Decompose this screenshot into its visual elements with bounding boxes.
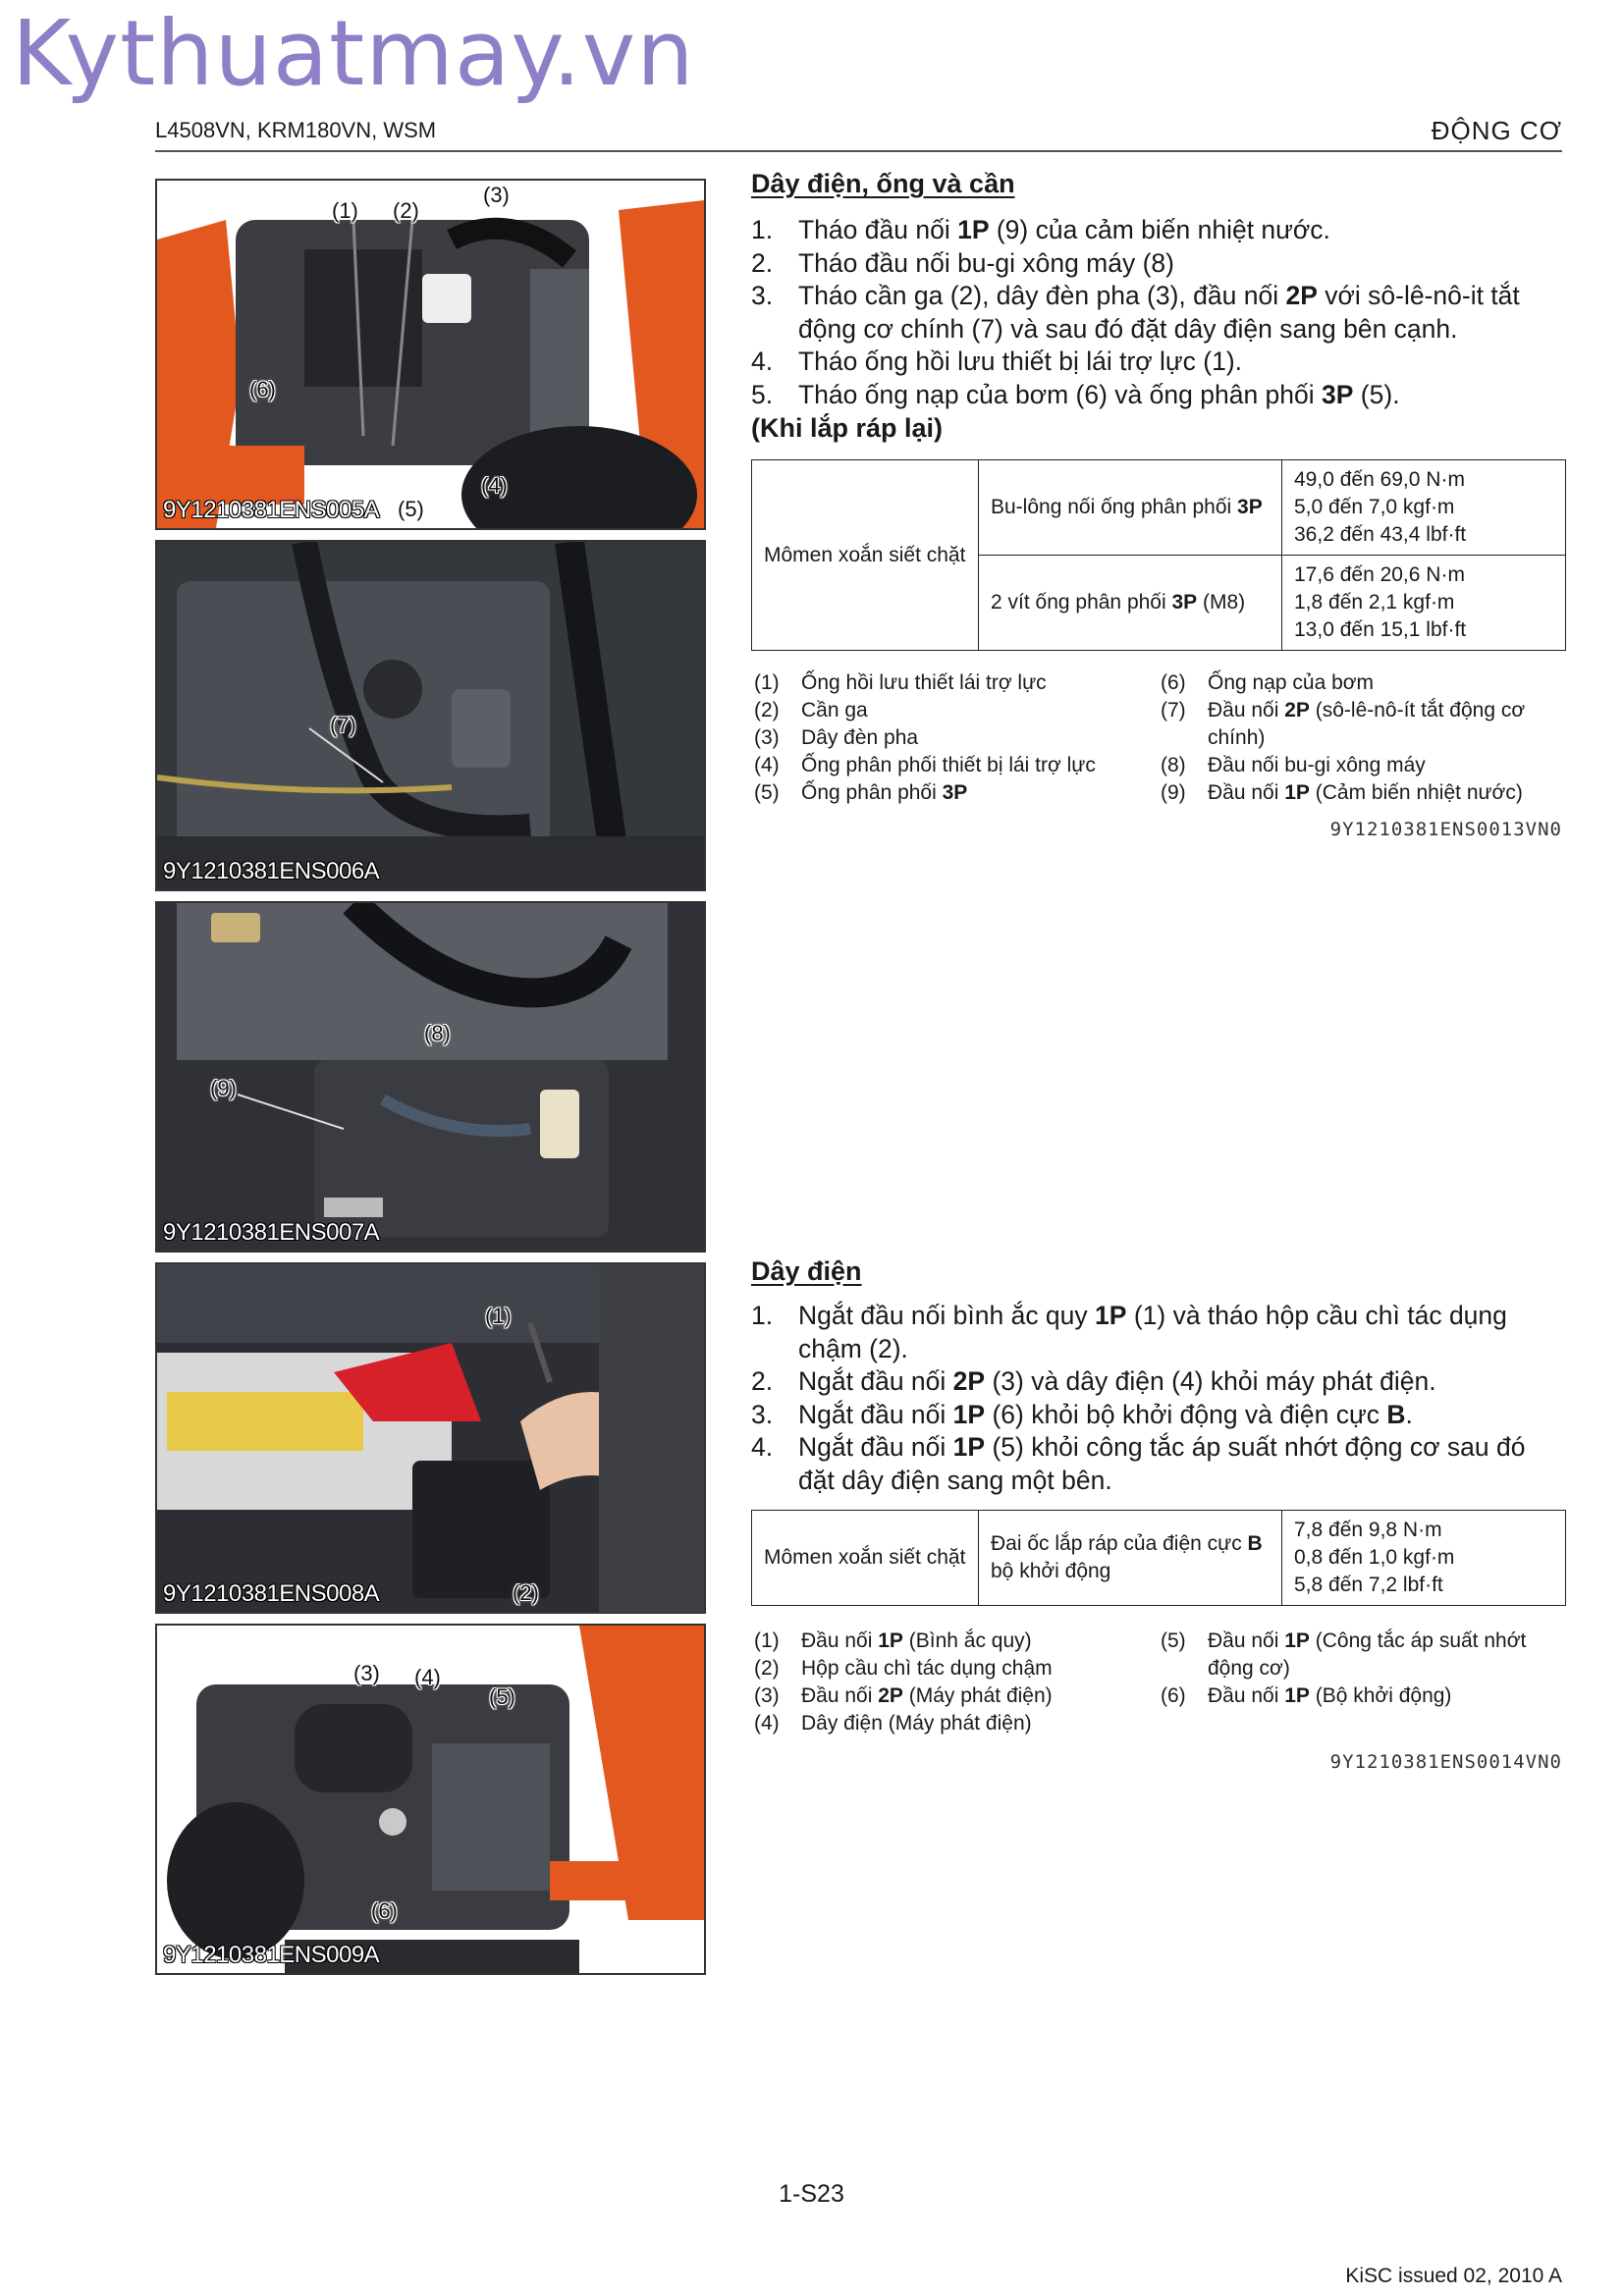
- legend-text: Hộp cầu chì tác dụng chậm: [801, 1657, 1053, 1680]
- section2-torque-table: [751, 1510, 1566, 1606]
- step-number: 1.: [751, 1301, 774, 1330]
- step-item: [751, 280, 1566, 346]
- photo5-label-4: (4): [414, 1665, 441, 1689]
- photo5-code: 9Y1210381ENS009A: [163, 1942, 380, 1968]
- legend-number: (5): [754, 781, 780, 804]
- legend-number: (7): [1161, 699, 1186, 721]
- photo5-label-5: (5): [489, 1684, 515, 1709]
- legend-number: (4): [754, 1712, 780, 1735]
- photo4-code: 9Y1210381ENS008A: [163, 1580, 380, 1607]
- torque-value: 5,8 đến 7,2 lbf·ft: [1294, 1574, 1443, 1596]
- step-item: [751, 1300, 1566, 1365]
- photo4-label-2: (2): [513, 1580, 539, 1605]
- photo-glow-plug-connector: [155, 901, 706, 1253]
- torque-values-1: [1282, 1511, 1566, 1606]
- legend-number: (6): [1161, 671, 1186, 694]
- legend-item: [754, 1628, 1147, 1655]
- photo5-label-6: (6): [371, 1898, 398, 1923]
- photo1-label-1: (1): [332, 198, 358, 223]
- watermark-logo: Kythuatmay.vn: [12, 1, 695, 106]
- legend-item: [754, 1710, 1147, 1737]
- legend-number: (3): [754, 726, 780, 749]
- legend-text: Đầu nối 1P (Bộ khởi động): [1208, 1684, 1452, 1707]
- step-text: Ngắt đầu nối 2P (3) và dây điện (4) khỏi máy phát điện.: [798, 1366, 1436, 1396]
- legend-text: Dây điện (Máy phát điện): [801, 1712, 1032, 1735]
- legend-text: Đầu nối 2P (sô-lê-nô-ít tắt động cơ chính): [1208, 699, 1526, 749]
- torque-value: 7,8 đến 9,8 N·m: [1294, 1519, 1442, 1541]
- legend-text: Cần ga: [801, 699, 868, 721]
- photo-engine-right-side: [155, 1624, 706, 1975]
- step-number: 2.: [751, 247, 774, 278]
- header-section: ĐỘNG CƠ: [1431, 116, 1562, 145]
- photo2-label-7: (7): [330, 713, 356, 737]
- section2-legend-right: [1161, 1628, 1563, 1710]
- header-model: L4508VN, KRM180VN, WSM: [155, 118, 437, 142]
- photo1-code: 9Y1210381ENS005A: [163, 497, 380, 523]
- legend-text: Ống phân phối thiết bị lái trợ lực: [801, 754, 1096, 776]
- torque-values-2: [1282, 556, 1566, 651]
- section1-ref-code: 9Y1210381ENS0013VN0: [1329, 819, 1562, 840]
- photo4-label-1: (1): [485, 1304, 512, 1328]
- photo1-label-5: (5): [398, 497, 424, 521]
- torque-item-1: Bu-lông nối ống phân phối 3P: [979, 460, 1282, 556]
- photo1-label-6: (6): [249, 377, 276, 401]
- step-item: [751, 1431, 1566, 1497]
- legend-text: Đầu nối 1P (Bình ắc quy): [801, 1629, 1032, 1652]
- page-number: 1-S23: [779, 2180, 844, 2208]
- glowplug-photo-graphic: [157, 903, 704, 1251]
- torque-values-1: [1282, 460, 1566, 556]
- section2-legend-left: [754, 1628, 1147, 1737]
- legend-text: Đầu nối bu-gi xông máy: [1208, 754, 1426, 776]
- legend-item: [754, 1655, 1147, 1682]
- legend-text: Ống phân phối 3P: [801, 781, 968, 804]
- step-text: Tháo cần ga (2), dây đèn pha (3), đầu nối 2P với sô-lê-nô-it tắt động cơ chính (7) và sau đó đặt dây điện sang bên cạnh.: [798, 281, 1520, 344]
- step-item: [751, 247, 1566, 281]
- step-item: [751, 346, 1566, 379]
- legend-number: (4): [754, 754, 780, 776]
- step-text: Ngắt đầu nối 1P (6) khỏi bộ khởi động và điện cực B.: [798, 1399, 1413, 1429]
- legend-item: [1161, 1682, 1563, 1710]
- legend-text: Đầu nối 1P (Cảm biến nhiệt nước): [1208, 781, 1523, 804]
- torque-item-2: 2 vít ống phân phối 3P (M8): [979, 556, 1282, 651]
- legend-item: [754, 697, 1147, 724]
- step-number: 5.: [751, 379, 774, 409]
- legend-item: [1161, 779, 1563, 807]
- legend-item: [1161, 1628, 1563, 1682]
- legend-number: (2): [754, 1657, 780, 1680]
- photo1-label-4: (4): [481, 473, 508, 498]
- torque-value: 0,8 đến 1,0 kgf·m: [1294, 1546, 1455, 1569]
- step-text: Tháo đầu nối bu-gi xông máy (8): [798, 247, 1174, 278]
- step-number: 2.: [751, 1366, 774, 1396]
- step-item: [751, 214, 1566, 247]
- legend-number: (9): [1161, 781, 1186, 804]
- legend-number: (1): [754, 1629, 780, 1652]
- section1-steps: [751, 214, 1566, 411]
- legend-item: [754, 752, 1147, 779]
- photo3-label-9: (9): [210, 1076, 237, 1100]
- torque-value: 13,0 đến 15,1 lbf·ft: [1294, 618, 1467, 641]
- photo-engine-left-side: [155, 179, 706, 530]
- torque-item-1: Đai ốc lắp ráp của điện cực B bộ khởi động: [979, 1511, 1282, 1606]
- step-text: Tháo đầu nối 1P (9) của cảm biến nhiệt nước.: [798, 215, 1330, 244]
- legend-item: [1161, 669, 1563, 697]
- engine-photo-graphic: [157, 181, 704, 528]
- step-text: Ngắt đầu nối 1P (5) khỏi công tắc áp suất nhớt động cơ sau đó đặt dây điện sang một bên.: [798, 1432, 1526, 1495]
- legend-number: (8): [1161, 754, 1186, 776]
- legend-number: (3): [754, 1684, 780, 1707]
- torque-value: 36,2 đến 43,4 lbf·ft: [1294, 523, 1467, 546]
- torque-label: Mômen xoắn siết chặt: [752, 1511, 979, 1606]
- torque-value: 49,0 đến 69,0 N·m: [1294, 468, 1465, 491]
- torque-value: 1,8 đến 2,1 kgf·m: [1294, 591, 1455, 614]
- step-number: 3.: [751, 281, 774, 310]
- step-text: Tháo ống nạp của bơm (6) và ống phân phối 3P (5).: [798, 379, 1400, 409]
- photo5-label-3: (3): [353, 1661, 380, 1685]
- step-number: 4.: [751, 347, 774, 376]
- photo1-label-3: (3): [483, 183, 510, 207]
- section1-legend-right: [1161, 669, 1563, 807]
- legend-text: Đầu nối 2P (Máy phát điện): [801, 1684, 1053, 1707]
- legend-number: (1): [754, 671, 780, 694]
- torque-value: 17,6 đến 20,6 N·m: [1294, 563, 1465, 586]
- legend-item: [754, 724, 1147, 752]
- torque-value: 5,0 đến 7,0 kgf·m: [1294, 496, 1455, 518]
- step-number: 4.: [751, 1432, 774, 1462]
- step-item: [751, 1365, 1566, 1399]
- section2-steps: [751, 1300, 1566, 1497]
- step-number: 3.: [751, 1399, 774, 1429]
- photo-throttle-lever: [155, 540, 706, 891]
- legend-text: Dây đèn pha: [801, 726, 919, 749]
- section1-reassembly-heading: (Khi lắp ráp lại): [751, 413, 944, 443]
- step-item: [751, 1399, 1566, 1432]
- section1-torque-table: [751, 459, 1566, 651]
- section1-title: Dây điện, ống và cần: [751, 169, 1015, 198]
- legend-text: Ống nạp của bơm: [1208, 671, 1375, 694]
- legend-item: [754, 779, 1147, 807]
- photo3-label-8: (8): [424, 1021, 451, 1045]
- legend-text: Ống hồi lưu thiết lái trợ lực: [801, 671, 1047, 694]
- legend-number: (5): [1161, 1629, 1186, 1652]
- step-text: Ngắt đầu nối bình ắc quy 1P (1) và tháo hộp cầu chì tác dụng chậm (2).: [798, 1301, 1507, 1363]
- legend-item: [754, 1682, 1147, 1710]
- photo2-code: 9Y1210381ENS006A: [163, 858, 380, 884]
- step-item: [751, 379, 1566, 412]
- throttle-photo-graphic: [157, 542, 704, 889]
- photo3-code: 9Y1210381ENS007A: [163, 1219, 380, 1246]
- torque-label: Mômen xoắn siết chặt: [752, 460, 979, 651]
- legend-number: (2): [754, 699, 780, 721]
- legend-item: [1161, 752, 1563, 779]
- step-number: 1.: [751, 215, 774, 244]
- legend-item: [754, 669, 1147, 697]
- section2-title: Dây điện: [751, 1256, 862, 1286]
- section1-legend-left: [754, 669, 1147, 807]
- battery-photo-graphic: [157, 1264, 704, 1612]
- legend-text: Đầu nối 1P (Công tắc áp suất nhớt động cơ): [1208, 1629, 1527, 1680]
- header-divider: [155, 150, 1562, 152]
- issued-note: KiSC issued 02, 2010 A: [1345, 2265, 1562, 2287]
- legend-item: [1161, 697, 1563, 752]
- section2-ref-code: 9Y1210381ENS0014VN0: [1329, 1751, 1562, 1773]
- photo1-label-2: (2): [393, 198, 419, 223]
- legend-number: (6): [1161, 1684, 1186, 1707]
- photo-battery-connector: [155, 1262, 706, 1614]
- step-text: Tháo ống hồi lưu thiết bị lái trợ lực (1).: [798, 347, 1243, 376]
